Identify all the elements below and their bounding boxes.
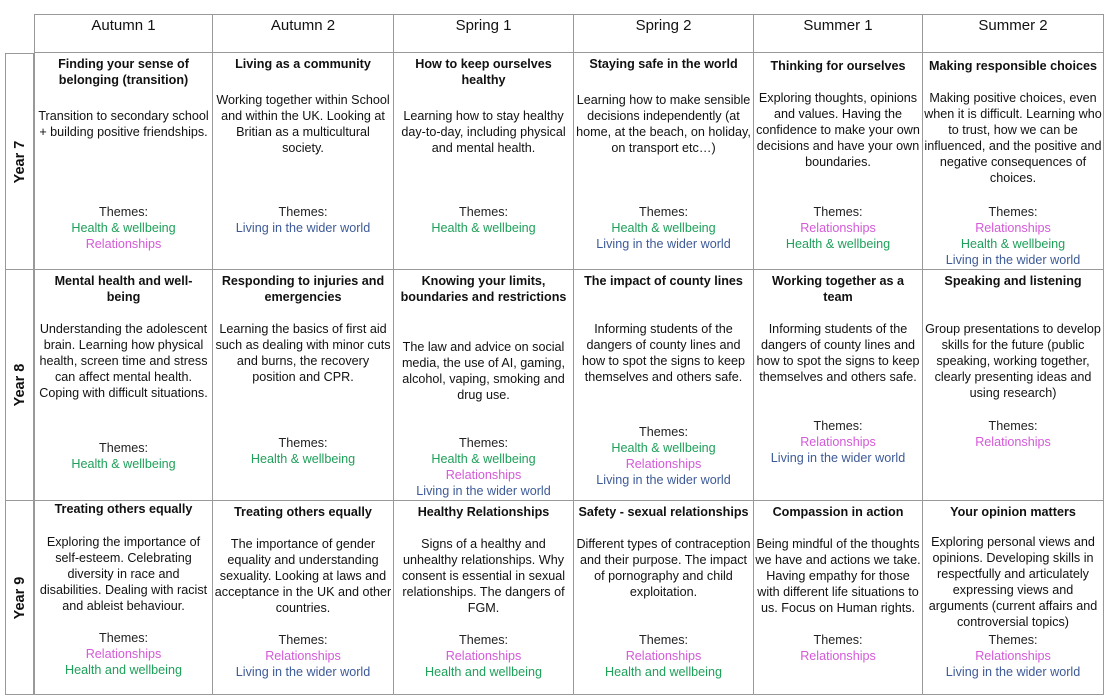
themes-list — [213, 632, 393, 680]
row-header-year-8 — [5, 270, 34, 501]
themes-label: Themes: — [813, 419, 863, 433]
topic-description: Informing students of the dangers of county lines and how to spot the signs to keep themselves and others safe. — [581, 322, 746, 384]
topic-description: Learning how to stay healthy day-to-day, including physical and mental health. — [401, 109, 566, 155]
column-header-spring-1: Spring 1 — [394, 14, 574, 53]
theme-tag: Health & wellbeing — [431, 221, 536, 235]
topic-description: The law and advice on social media, the use of AI, gaming, alcohol, vaping, smoking and drug use. — [401, 340, 566, 402]
topic-cell — [574, 53, 754, 270]
topic-description: Making positive choices, even when it is difficult. Learning who to trust, how we can be influenced, and the positive and negative consequences of choices. — [924, 91, 1102, 185]
theme-tag: Relationships — [625, 457, 702, 471]
theme-tag: Health & wellbeing — [71, 457, 176, 471]
theme-tag: Relationships — [445, 468, 522, 482]
row-header-year-9 — [5, 501, 34, 695]
themes-label: Themes: — [988, 633, 1038, 647]
topic-description: The importance of gender equality and understanding sexuality. Looking at laws and acceptance in the UK and other countries. — [214, 537, 392, 615]
themes-label: Themes: — [99, 441, 148, 455]
theme-tag: Living in the wider world — [416, 484, 551, 498]
topic-title: Finding your sense of belonging (transition) — [58, 57, 189, 87]
themes-list — [574, 424, 753, 488]
year-label: Year 9 — [11, 576, 28, 619]
theme-tag: Relationships — [975, 221, 1051, 235]
themes-list — [35, 204, 212, 252]
themes-list — [923, 632, 1103, 680]
topic-description: Working together within School and within the UK. Looking at Britian as a multicultural society. — [216, 93, 390, 155]
theme-tag: Living in the wider world — [596, 473, 731, 487]
themes-label: Themes: — [813, 633, 863, 647]
topic-description: Exploring the importance of self-esteem. Celebrating diversity in race and disabilities. Dealing with racist and ableist behaviour. — [39, 535, 208, 613]
themes-label: Themes: — [278, 633, 328, 647]
theme-tag: Health & wellbeing — [250, 452, 356, 466]
themes-list — [754, 204, 922, 252]
theme-tag: Relationships — [625, 649, 702, 663]
topic-title: How to keep ourselves healthy — [415, 57, 552, 87]
theme-tag: Living in the wider world — [945, 253, 1081, 267]
topic-cell — [574, 270, 754, 501]
topic-cell — [213, 270, 394, 501]
themes-label: Themes: — [988, 205, 1038, 219]
topic-cell — [394, 270, 574, 501]
themes-list — [394, 435, 573, 499]
topic-description: Signs of a healthy and unhealthy relationships. Why consent is essential in sexual relationships. The dangers of FGM. — [401, 537, 566, 615]
topic-description: Transition to secondary school + building positive friendships. — [38, 109, 209, 139]
column-header-summer-1: Summer 1 — [754, 14, 923, 53]
theme-tag: Health & wellbeing — [431, 452, 536, 466]
topic-description: Understanding the adolescent brain. Learning how physical health, screen time and stress can affect mental health. Coping with difficult situations. — [39, 322, 208, 400]
theme-tag: Living in the wider world — [945, 665, 1081, 679]
themes-label: Themes: — [639, 633, 688, 647]
topic-cell — [754, 53, 923, 270]
topic-cell — [574, 501, 754, 695]
theme-tag: Relationships — [975, 435, 1051, 449]
topic-title: Thinking for ourselves — [770, 59, 906, 73]
topic-description: Informing students of the dangers of county lines and how to spot the signs to keep themselves and others safe. — [756, 322, 920, 384]
themes-label: Themes: — [459, 633, 508, 647]
topic-title: Healthy Relationships — [417, 505, 550, 519]
themes-list — [754, 632, 922, 664]
topic-cell — [754, 501, 923, 695]
themes-label: Themes: — [459, 436, 508, 450]
themes-list — [213, 204, 393, 236]
topic-title: The impact of county lines — [584, 274, 743, 288]
themes-list — [574, 632, 753, 680]
theme-tag: Relationships — [800, 435, 876, 449]
topic-title: Knowing your limits, boundaries and restrictions — [400, 274, 567, 304]
topic-description: Group presentations to develop skills for the future (public speaking, working together, clearly presenting ideas and using research) — [925, 322, 1101, 400]
themes-label: Themes: — [99, 631, 148, 645]
topic-cell — [923, 501, 1104, 695]
themes-label: Themes: — [988, 419, 1038, 433]
topic-description: Exploring personal views and opinions. Developing skills in respectfully and articulately expressing views and arguments (current affairs and controversial topics) — [928, 535, 1098, 629]
theme-tag: Relationships — [445, 649, 522, 663]
theme-tag: Relationships — [85, 237, 162, 251]
topic-cell — [923, 53, 1104, 270]
year-label: Year 8 — [11, 363, 28, 407]
themes-list — [394, 632, 573, 680]
themes-label: Themes: — [459, 205, 508, 219]
topic-title: Treating others equally — [54, 502, 193, 516]
theme-tag: Relationships — [265, 649, 341, 663]
themes-list — [754, 418, 922, 466]
theme-tag: Health & wellbeing — [611, 221, 716, 235]
topic-cell — [34, 501, 213, 695]
topic-description: Different types of contraception and their purpose. The impact of pornography and child exploitation. — [576, 537, 751, 599]
theme-tag: Health & wellbeing — [71, 221, 176, 235]
theme-tag: Health & wellbeing — [960, 237, 1066, 251]
topic-cell — [34, 53, 213, 270]
topic-title: Your opinion matters — [950, 505, 1076, 519]
topic-title: Speaking and listening — [944, 274, 1082, 288]
themes-list — [213, 435, 393, 467]
themes-list — [394, 204, 573, 236]
themes-label: Themes: — [278, 436, 328, 450]
year-label: Year 7 — [11, 140, 28, 183]
column-header-autumn-2: Autumn 2 — [213, 14, 394, 53]
themes-list — [35, 630, 212, 678]
theme-tag: Relationships — [975, 649, 1051, 663]
topic-title: Living as a community — [235, 57, 371, 71]
row-header-year-7 — [5, 53, 34, 270]
topic-title: Staying safe in the world — [589, 57, 738, 71]
theme-tag: Health and wellbeing — [605, 665, 722, 679]
topic-description: Being mindful of the thoughts we have and actions we take. Having empathy for those with different life situations to us. Focus on Human rights. — [755, 537, 921, 615]
theme-tag: Living in the wider world — [235, 221, 371, 235]
topic-title: Making responsible choices — [929, 59, 1097, 73]
topic-title: Mental health and well-being — [54, 274, 193, 304]
theme-tag: Living in the wider world — [235, 665, 371, 679]
themes-list — [923, 204, 1103, 268]
theme-tag: Health & wellbeing — [611, 441, 716, 455]
column-header-spring-2: Spring 2 — [574, 14, 754, 53]
themes-label: Themes: — [639, 425, 688, 439]
topic-title: Treating others equally — [234, 505, 372, 519]
themes-list — [923, 418, 1103, 450]
themes-list — [574, 204, 753, 252]
theme-tag: Health and wellbeing — [425, 665, 542, 679]
themes-label: Themes: — [99, 205, 148, 219]
themes-label: Themes: — [639, 205, 688, 219]
theme-tag: Relationships — [800, 221, 876, 235]
topic-cell — [213, 501, 394, 695]
topic-cell — [923, 270, 1104, 501]
themes-label: Themes: — [278, 205, 328, 219]
topic-cell — [394, 501, 574, 695]
column-header-summer-2: Summer 2 — [923, 14, 1104, 53]
theme-tag: Relationships — [85, 647, 162, 661]
topic-cell — [394, 53, 574, 270]
topic-description: Learning how to make sensible decisions independently (at home, at the beach, on holiday, on transport etc…) — [576, 93, 751, 155]
themes-list — [35, 440, 212, 472]
topic-cell — [213, 53, 394, 270]
theme-tag: Relationships — [800, 649, 876, 663]
column-header-autumn-1: Autumn 1 — [34, 14, 213, 53]
theme-tag: Health and wellbeing — [65, 663, 182, 677]
topic-cell — [754, 270, 923, 501]
topic-title: Compassion in action — [772, 505, 904, 519]
theme-tag: Living in the wider world — [770, 451, 906, 465]
topic-description: Exploring thoughts, opinions and values. Having the confidence to make your own decisions and have your own boundaries. — [756, 91, 920, 169]
topic-title: Working together as a team — [771, 274, 905, 304]
themes-label: Themes: — [813, 205, 863, 219]
theme-tag: Living in the wider world — [596, 237, 731, 251]
topic-title: Safety - sexual relationships — [578, 505, 749, 519]
topic-title: Responding to injuries and emergencies — [221, 274, 385, 304]
topic-cell — [34, 270, 213, 501]
theme-tag: Health & wellbeing — [785, 237, 891, 251]
topic-description: Learning the basics of first aid such as dealing with minor cuts and burns, the recovery position and CPR. — [215, 322, 391, 384]
